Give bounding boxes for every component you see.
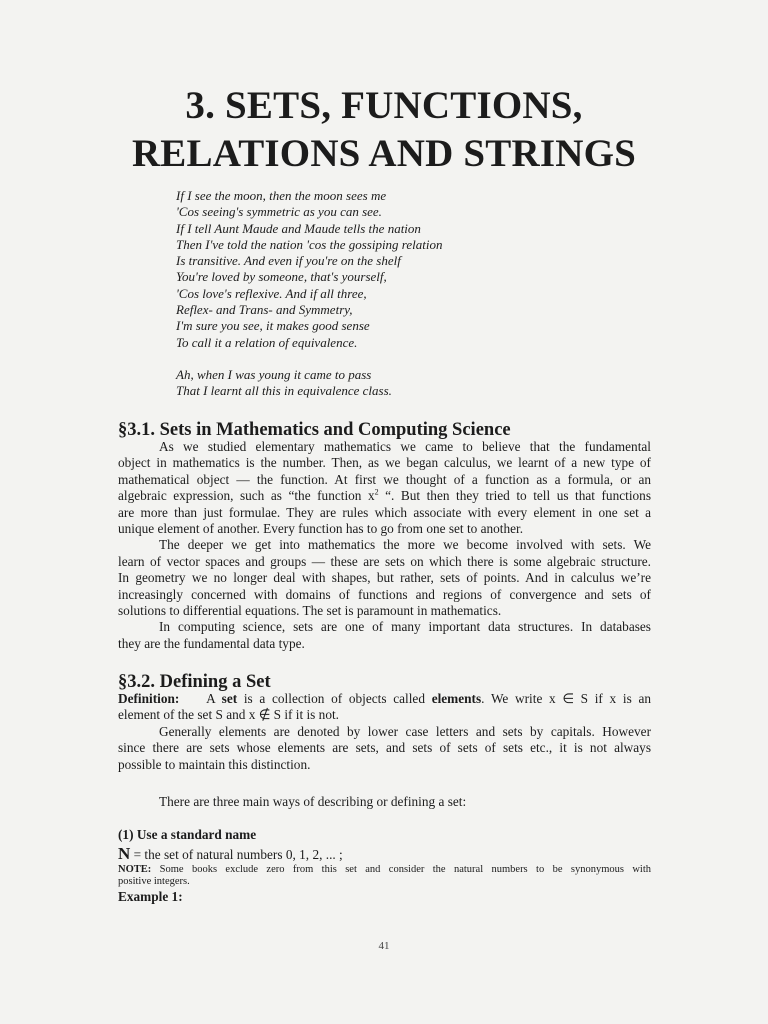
- ways-intro: [118, 794, 651, 810]
- natural-numbers-text: = the set of natural numbers 0, 1, 2, ... ;: [130, 847, 343, 862]
- paragraph-line: In computing science, sets are one of many important data structures. In databases: [159, 619, 651, 635]
- epigraph-poem: [176, 188, 696, 400]
- definition-text: A: [206, 691, 222, 706]
- term-elements: elements: [431, 691, 482, 706]
- note-line: positive integers.: [118, 876, 190, 887]
- natural-numbers-definition: [118, 845, 343, 864]
- paragraph-line: mathematical object — the function. At first we thought of a function as a formula, or an: [118, 471, 651, 487]
- superscript-2: 2: [374, 487, 379, 497]
- definition-line: [118, 691, 651, 707]
- paragraph-line: increasingly concerned with domains of functions and regions of convergence and sets of: [118, 586, 651, 602]
- subheading-standard-name: (1) Use a standard name: [118, 827, 257, 842]
- paragraph-line: The deeper we get into mathematics the more we become involved with sets. We: [159, 537, 651, 553]
- note-block: [118, 864, 651, 888]
- paragraph-line: possible to maintain this distinction.: [118, 756, 311, 772]
- poem-line: You're loved by someone, that's yourself,: [176, 269, 387, 285]
- section-3-1-body: [118, 439, 651, 652]
- section-heading-3-2: §3.2. Defining a Set: [118, 672, 271, 692]
- definition-text: is a collection of objects called: [237, 691, 432, 706]
- paragraph-line: As we studied elementary mathematics we came to believe that the fundamental: [159, 439, 651, 454]
- chapter-title: [0, 82, 768, 178]
- poem-line: Reflex- and Trans- and Symmetry,: [176, 302, 353, 318]
- poem-line: Then I've told the nation 'cos the gossiping relation: [176, 236, 443, 252]
- paragraph-line: learn of vector spaces and groups — these are sets on which there is some algebraic structure.: [118, 553, 651, 569]
- paragraph-line: unique element of another. Every function has to go from one set to another.: [118, 521, 524, 537]
- stanza-gap: [176, 351, 696, 367]
- definition-line-2: element of the set S and x ∉ S if it is not.: [118, 707, 339, 723]
- term-set: set: [221, 691, 238, 706]
- note-text: Some books exclude zero from this set and consider the natural numbers to be synonymous with: [151, 864, 651, 875]
- paragraph-line: solutions to differential equations. The set is paramount in mathematics.: [118, 603, 502, 619]
- paragraph-line: There are three main ways of describing or defining a set:: [159, 794, 467, 809]
- section-3-2-body: [118, 691, 651, 773]
- poem-line: 'Cos love's reflexive. And if all three,: [176, 285, 367, 301]
- paragraph-line: they are the fundamental data type.: [118, 635, 305, 651]
- paragraph-line: Generally elements are denoted by lower case letters and sets by capitals. However: [159, 723, 651, 739]
- poem-line: If I see the moon, then the moon sees me: [176, 188, 387, 203]
- page-number: 41: [378, 940, 390, 952]
- function-example-text-tail: “. But then they tried to tell us that functions: [378, 488, 651, 504]
- chapter-title-line-2: RELATIONS AND STRINGS: [131, 132, 637, 175]
- poem-line: If I tell Aunt Maude and Maude tells the nation: [176, 220, 421, 236]
- function-example-text: algebraic expression, such as “the function x: [118, 488, 375, 504]
- note-label: NOTE:: [118, 864, 152, 875]
- note-line: [118, 864, 651, 876]
- poem-line: Is transitive. And even if you're on the shelf: [176, 253, 401, 269]
- example-label: Example 1:: [118, 889, 183, 904]
- poem-line: 'Cos seeing's symmetric as you can see.: [176, 204, 382, 220]
- paragraph-line: since there are sets whose elements are sets, and sets of sets of sets etc., it is not always: [118, 740, 651, 756]
- paragraph-line: In geometry we no longer deal with shapes, but rather, sets of points. And in calculus we’re: [118, 570, 651, 586]
- paragraph-line: are more than just formulae. They are rules which associate with every element in one set a: [118, 504, 651, 520]
- paragraph-line: object in mathematics is the number. Then, as we began calculus, we learnt of a new type of: [118, 455, 651, 471]
- definition-label: Definition:: [118, 691, 180, 706]
- poem-line: I'm sure you see, it makes good sense: [176, 318, 370, 334]
- poem-line: To call it a relation of equivalence.: [176, 334, 358, 350]
- section-heading-3-1: §3.1. Sets in Mathematics and Computing Science: [118, 420, 511, 440]
- definition-text: . We write x ∈ S if x is an: [481, 691, 651, 706]
- natural-numbers-symbol: N: [118, 844, 131, 863]
- chapter-title-line-1: 3. SETS, FUNCTIONS,: [185, 84, 583, 127]
- poem-line: Ah, when I was young it came to pass: [176, 366, 372, 382]
- paragraph-line: [118, 488, 651, 504]
- poem-line: That I learnt all this in equivalence class.: [176, 383, 392, 399]
